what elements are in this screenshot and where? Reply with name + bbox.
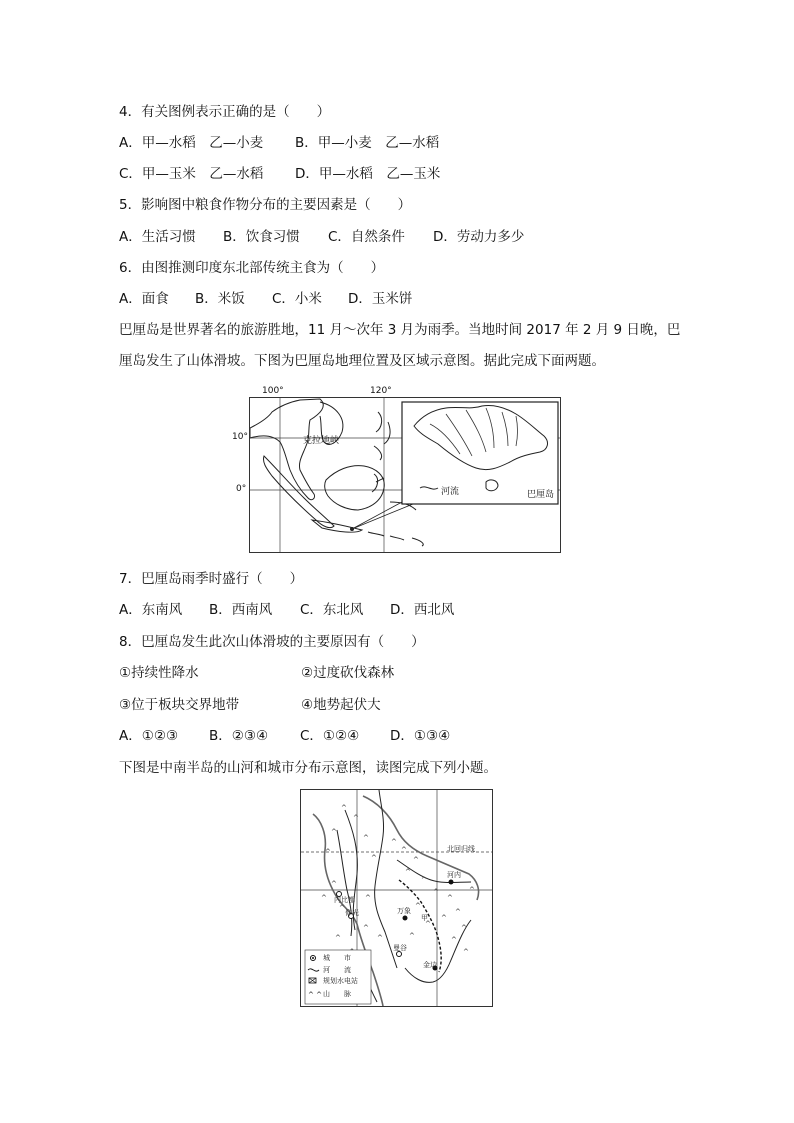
q5-option-a: A．生活习惯 xyxy=(119,229,196,245)
isthmus-label: 克拉地峡 xyxy=(303,436,340,446)
question-4-options-row-1 xyxy=(119,134,679,152)
svg-text:^: ^ xyxy=(331,880,337,888)
question-8-statements-row-1 xyxy=(119,664,679,682)
river-legend-label: 河流 xyxy=(441,487,460,497)
svg-text:^: ^ xyxy=(377,934,383,942)
tropic-of-cancer-label: 北回归线 xyxy=(447,845,475,853)
q8-statement-2: ②过度砍伐森林 xyxy=(301,665,395,681)
q4-option-b: B．甲—小麦 乙—水稻 xyxy=(295,135,440,151)
q7-option-b: B．西南风 xyxy=(209,602,273,618)
question-8-stem: 8．巴厘岛发生此次山体滑坡的主要原因有（ ） xyxy=(119,634,425,650)
legend-dam-label: 规划水电站 xyxy=(323,977,358,985)
q8-option-a: A．①②③ xyxy=(119,728,179,744)
indochina-map xyxy=(300,789,493,1007)
q8-option-d: D．①③④ xyxy=(390,728,451,744)
q8-statement-3: ③位于板块交界地带 xyxy=(119,697,240,713)
svg-text:^ ^: ^ ^ xyxy=(308,991,322,999)
svg-text:^: ^ xyxy=(413,856,419,864)
svg-text:^: ^ xyxy=(321,894,327,902)
q8-statement-4: ④地势起伏大 xyxy=(301,697,381,713)
question-4-stem: 4．有关图例表示正确的是（ ） xyxy=(119,104,331,120)
q4-option-d: D．甲—水稻 乙—玉米 xyxy=(295,166,441,182)
longitude-100-label: 100° xyxy=(262,386,284,396)
naypyidaw-label: 内比都 xyxy=(334,896,355,904)
latitude-0-label: 0° xyxy=(236,484,247,494)
svg-text:^: ^ xyxy=(425,920,431,928)
longitude-120-label: 120° xyxy=(370,386,392,396)
legend-river-label: 河 流 xyxy=(323,966,351,974)
svg-text:^: ^ xyxy=(469,886,475,894)
q5-option-b: B．饮食习惯 xyxy=(223,229,300,245)
question-6-stem: 6．由图推测印度东北部传统主食为（ ） xyxy=(119,260,385,276)
q8-statement-1: ①持续性降水 xyxy=(119,665,199,681)
svg-text:^: ^ xyxy=(441,914,447,922)
svg-text:^: ^ xyxy=(451,936,457,944)
bali-intro-line-2: 厘岛发生了山体滑坡。下图为巴厘岛地理位置及区域示意图。据此完成下面两题。 xyxy=(119,353,605,369)
svg-text:^: ^ xyxy=(401,846,407,854)
hanoi-label: 河内 xyxy=(447,871,461,879)
yangon-label: 仰光 xyxy=(345,909,359,917)
latitude-10-label: 10° xyxy=(232,432,248,442)
legend-mountain-label: 山 脉 xyxy=(323,990,351,998)
q4-option-c: C．甲—玉米 乙—水稻 xyxy=(119,166,264,182)
q6-option-d: D．玉米饼 xyxy=(348,291,413,307)
svg-text:^: ^ xyxy=(455,908,461,916)
q7-option-d: D．西北风 xyxy=(390,602,455,618)
q6-option-b: B．米饭 xyxy=(195,291,245,307)
q7-option-c: C．东北风 xyxy=(300,602,364,618)
vientiane-label: 万象 xyxy=(397,907,411,915)
svg-text:^: ^ xyxy=(331,828,337,836)
svg-text:^: ^ xyxy=(335,934,341,942)
svg-text:^: ^ xyxy=(353,814,359,822)
q8-option-c: C．①②④ xyxy=(300,728,360,744)
q5-option-d: D．劳动力多少 xyxy=(433,229,525,245)
svg-text:^: ^ xyxy=(339,904,345,912)
indochina-intro: 下图是中南半岛的山河和城市分布示意图，读图完成下列小题。 xyxy=(119,760,497,776)
svg-text:^: ^ xyxy=(325,848,331,856)
svg-text:^: ^ xyxy=(463,948,469,956)
q7-option-a: A．东南风 xyxy=(119,602,183,618)
question-7-stem: 7．巴厘岛雨季时盛行（ ） xyxy=(119,571,304,587)
bali-intro-line-1: 巴厘岛是世界著名的旅游胜地，11 月～次年 3 月为雨季。当地时间 2017 年 2 月 9 日晚，巴 xyxy=(119,322,681,338)
svg-text:^: ^ xyxy=(461,924,467,932)
svg-text:^: ^ xyxy=(371,854,377,862)
q6-option-c: C．小米 xyxy=(272,291,322,307)
q6-option-a: A．面食 xyxy=(119,291,169,307)
svg-text:^: ^ xyxy=(415,902,421,910)
question-8-options xyxy=(119,727,679,745)
svg-text:^: ^ xyxy=(433,888,439,896)
svg-text:^: ^ xyxy=(405,868,411,876)
svg-text:^: ^ xyxy=(363,924,369,932)
question-7-options xyxy=(119,601,679,619)
question-8-statements-row-2 xyxy=(119,696,679,714)
question-6-options xyxy=(119,290,679,308)
svg-text:^: ^ xyxy=(391,838,397,846)
q8-option-b: B．②③④ xyxy=(209,728,269,744)
svg-text:^: ^ xyxy=(447,894,453,902)
svg-text:^: ^ xyxy=(363,834,369,842)
question-4-options-row-2 xyxy=(119,165,679,183)
svg-text:^: ^ xyxy=(421,876,427,884)
bali-map-drawing xyxy=(250,398,560,552)
phnom-penh-label: 金边 xyxy=(423,961,437,969)
q5-option-c: C．自然条件 xyxy=(328,229,405,245)
point-jia-label: 甲 xyxy=(421,914,428,922)
svg-text:^: ^ xyxy=(409,932,415,940)
bali-island-label: 巴厘岛 xyxy=(527,490,555,500)
legend-city-label: 城 市 xyxy=(323,954,351,962)
question-5-stem: 5．影响图中粮食作物分布的主要因素是（ ） xyxy=(119,197,412,213)
svg-text:^: ^ xyxy=(341,804,347,812)
q4-option-a: A．甲—水稻 乙—小麦 xyxy=(119,135,264,151)
svg-text:^: ^ xyxy=(365,894,371,902)
bali-location-map xyxy=(249,397,561,553)
bangkok-label: 曼谷 xyxy=(393,944,407,952)
question-5-options xyxy=(119,228,679,246)
